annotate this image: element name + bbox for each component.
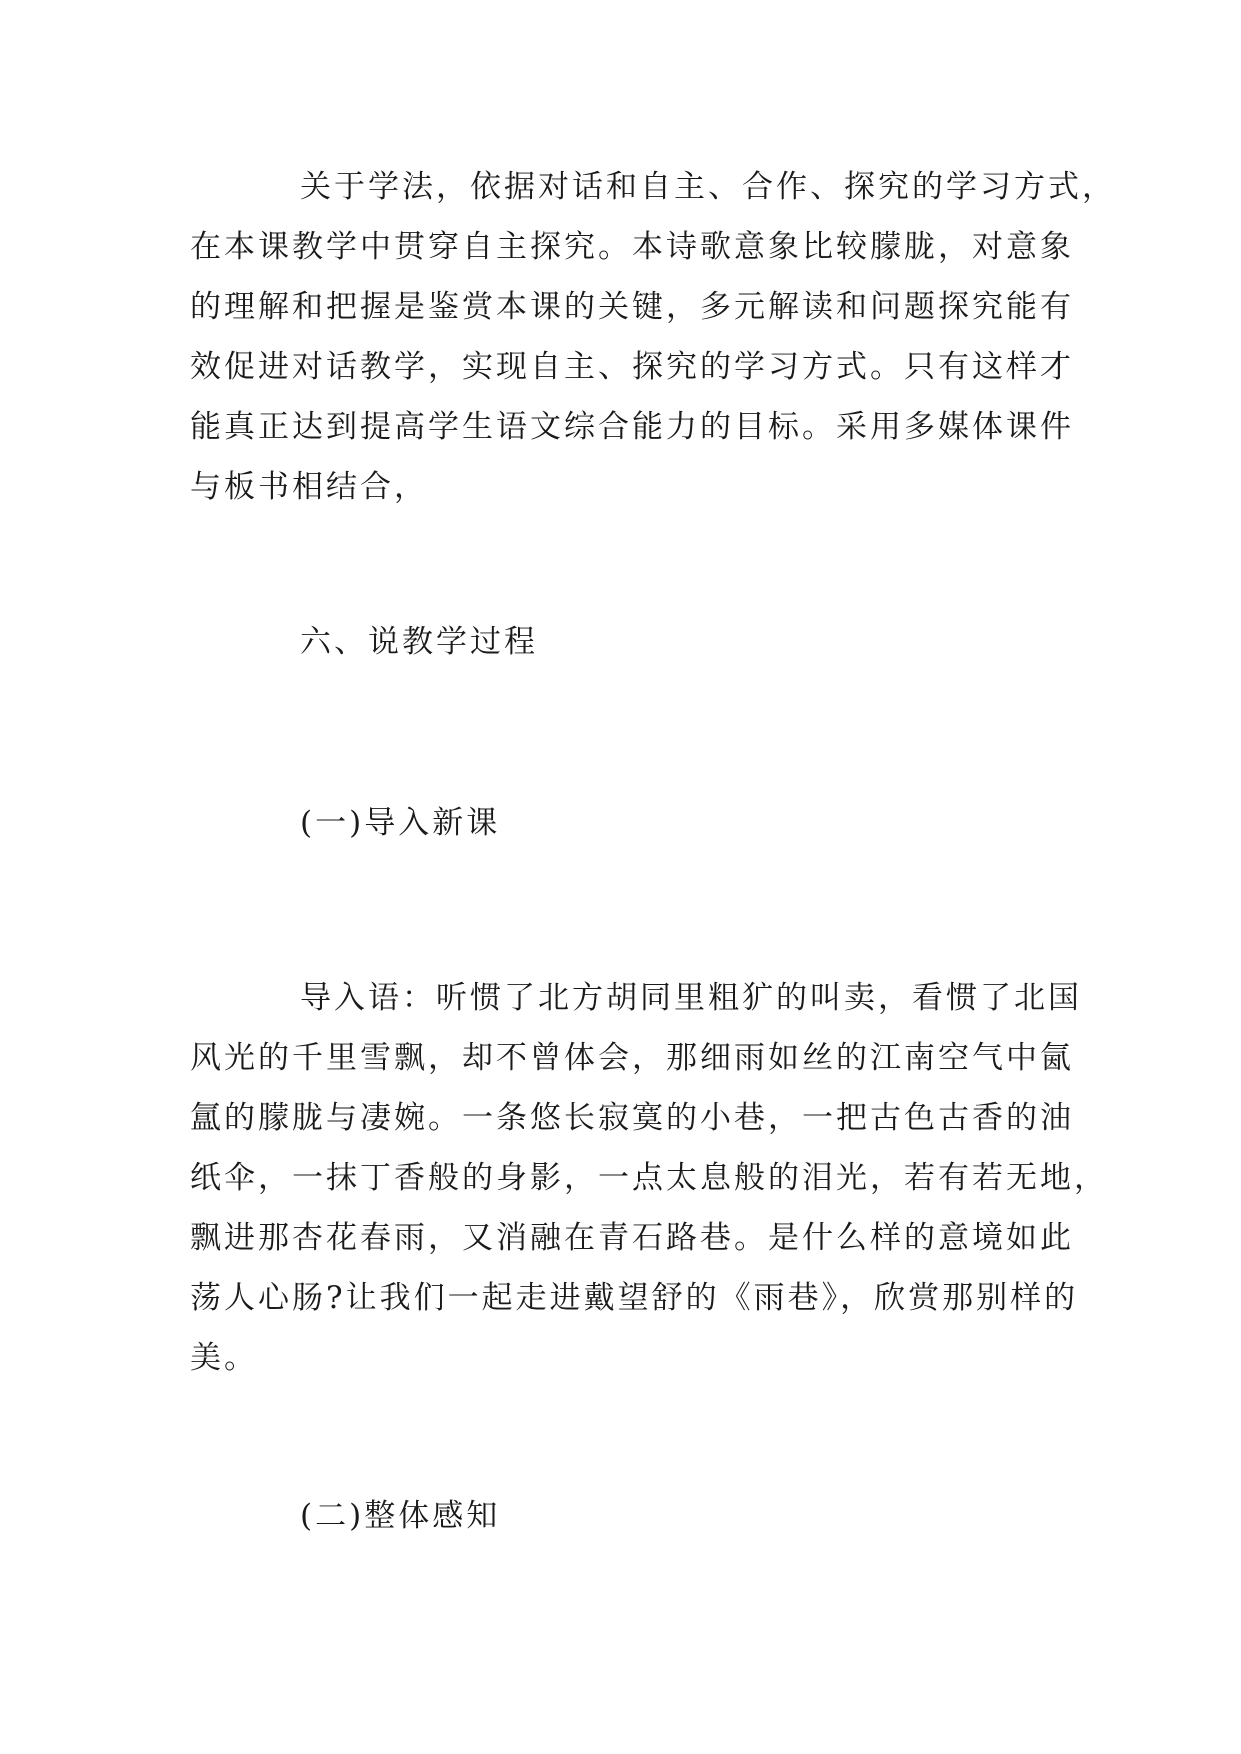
paragraph-line: 导入语：听惯了北方胡同里粗犷的叫卖，看惯了北国 — [300, 980, 1082, 1016]
paragraph-introduction — [190, 968, 1108, 1388]
subsection-heading-introduction: (一)导入新课 — [300, 805, 501, 841]
section-heading-teaching-process: 六、说教学过程 — [300, 624, 538, 660]
paragraph-study-method — [190, 157, 1116, 517]
paragraph-line: 风光的千里雪飘，却不曾体会，那细雨如丝的江南空气中氤 — [190, 1040, 1074, 1076]
paragraph-line: 飘进那杏花春雨，又消融在青石路巷。是什么样的意境如此 — [190, 1220, 1074, 1256]
paragraph-line: 氲的朦胧与凄婉。一条悠长寂寞的小巷，一把古色古香的油 — [190, 1100, 1074, 1136]
paragraph-line: 关于学法，依据对话和自主、合作、探究的学习方式， — [300, 169, 1116, 205]
paragraph-line: 纸伞，一抹丁香般的身影，一点太息般的泪光，若有若无地， — [190, 1160, 1108, 1196]
paragraph-line: 能真正达到提高学生语文综合能力的目标。采用多媒体课件 — [190, 409, 1074, 445]
subsection-heading-overall-perception: (二)整体感知 — [300, 1498, 501, 1534]
paragraph-line: 的理解和把握是鉴赏本课的关键，多元解读和问题探究能有 — [190, 289, 1074, 325]
paragraph-line: 效促进对话教学，实现自主、探究的学习方式。只有这样才 — [190, 349, 1074, 385]
paragraph-line: 与板书相结合， — [190, 469, 428, 505]
paragraph-line: 在本课教学中贯穿自主探究。本诗歌意象比较朦胧，对意象 — [190, 229, 1074, 265]
paragraph-line: 荡人心肠?让我们一起走进戴望舒的《雨巷》，欣赏那别样的 — [190, 1280, 1079, 1316]
paragraph-line: 美。 — [190, 1340, 258, 1376]
